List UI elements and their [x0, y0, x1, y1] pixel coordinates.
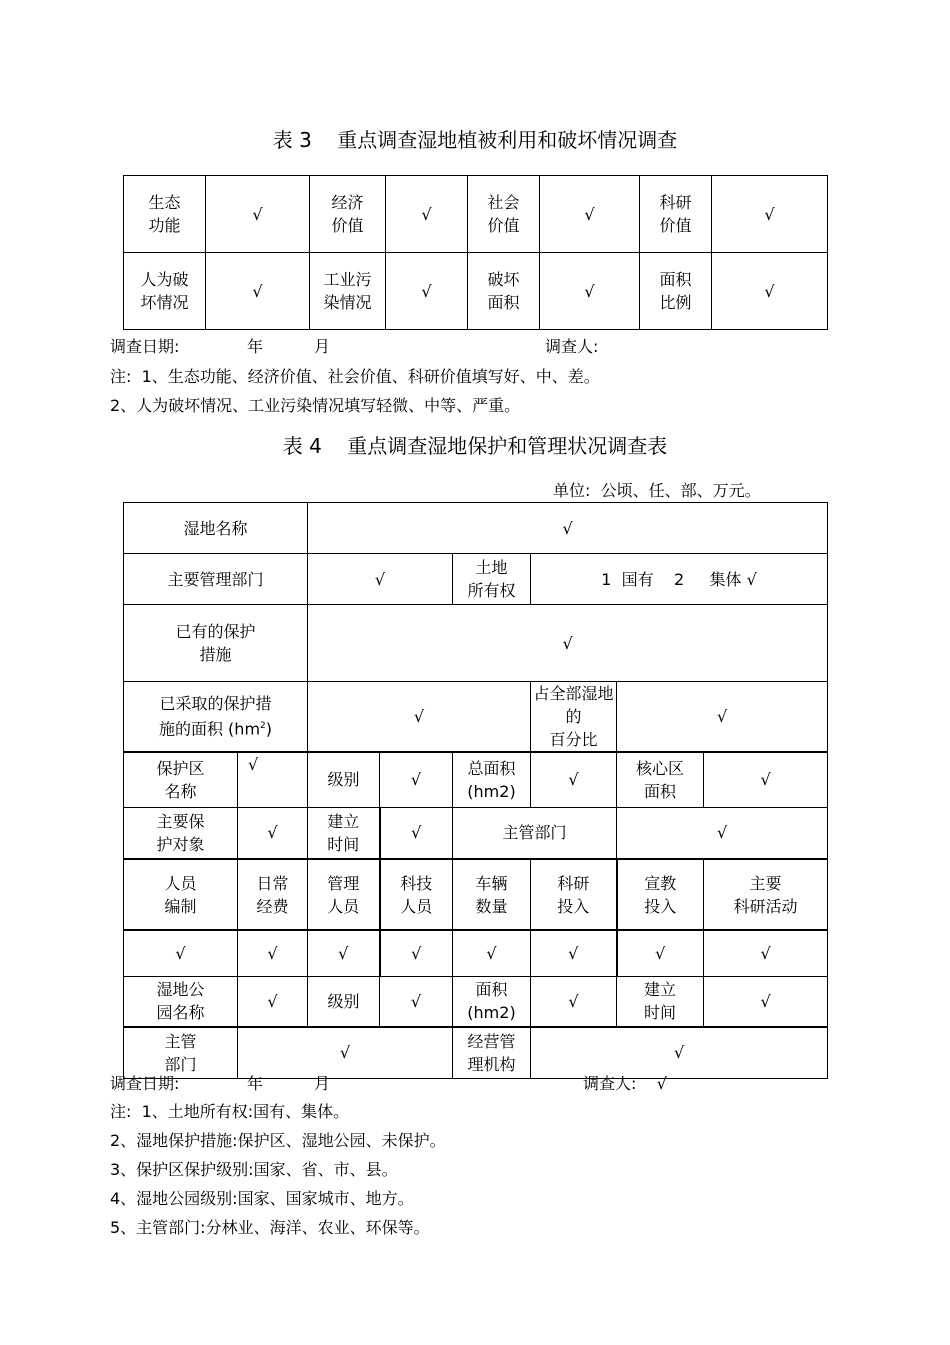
park-name-label: 湿地公 园名称 — [124, 976, 238, 1027]
main-dept-row — [124, 554, 828, 605]
staff-value-7: √ — [617, 930, 704, 976]
reserve-level-value: √ — [380, 752, 453, 807]
wetland-name-value: √ — [308, 503, 828, 554]
existing-measures-row — [124, 605, 828, 682]
protected-area-label-close: ) — [265, 719, 273, 739]
land-owner-value: 1 国有 2 集体 √ — [531, 554, 828, 605]
staff-value-4: √ — [380, 930, 453, 976]
park-level-label: 级别 — [308, 976, 380, 1027]
staff-header-2: 日常 经费 — [238, 859, 308, 930]
area-ratio-label: 面积 比例 — [640, 253, 712, 330]
percent-value: √ — [617, 682, 828, 753]
table4-unit: 单位: 公顷、任、部、万元。 — [553, 481, 761, 500]
industrial-pollution-value: √ — [386, 253, 468, 330]
competent-dept-label: 主管部门 — [453, 807, 617, 859]
table4-date-label: 调查日期: — [110, 1074, 180, 1093]
competent-dept-value: √ — [617, 807, 828, 859]
wetland-park-row — [124, 976, 828, 1027]
established-time-label: 建立 时间 — [308, 807, 380, 859]
protected-area-label-sup: 2 — [260, 721, 266, 732]
social-value-value: √ — [540, 176, 640, 253]
established-time-value: √ — [380, 807, 453, 859]
park-dept-row — [124, 1027, 828, 1078]
staff-value-row — [124, 930, 828, 976]
staff-header-8: 主要 科研活动 — [704, 859, 828, 930]
area-ratio-value: √ — [712, 253, 828, 330]
table4-note-2: 2、湿地保护措施:保护区、湿地公园、未保护。 — [110, 1131, 446, 1150]
staff-value-5: √ — [453, 930, 531, 976]
park-level-value: √ — [380, 976, 453, 1027]
staff-value-1: √ — [124, 930, 238, 976]
table3-title: 表 3 重点调查湿地植被利用和破坏情况调查 — [272, 128, 678, 152]
table3-row-2 — [124, 253, 828, 330]
staff-header-5: 车辆 数量 — [453, 859, 531, 930]
park-name-value: √ — [238, 976, 308, 1027]
reserve-level-label: 级别 — [308, 752, 380, 807]
management-org-label: 经营管 理机构 — [453, 1027, 531, 1078]
industrial-pollution-label: 工业污 染情况 — [310, 253, 386, 330]
park-time-value: √ — [704, 976, 828, 1027]
staff-value-3: √ — [308, 930, 380, 976]
staff-header-row — [124, 859, 828, 930]
staff-value-2: √ — [238, 930, 308, 976]
protected-area-label — [124, 682, 308, 753]
management-org-value: √ — [531, 1027, 828, 1078]
percent-label: 占全部湿地的 百分比 — [531, 682, 617, 753]
reserve-total-area-value: √ — [531, 752, 617, 807]
staff-value-6: √ — [531, 930, 617, 976]
table3 — [123, 175, 828, 330]
land-owner-label: 土地 所有权 — [453, 554, 531, 605]
main-dept-value: √ — [308, 554, 453, 605]
human-damage-value: √ — [206, 253, 310, 330]
existing-measures-label: 已有的保护 措施 — [124, 605, 308, 682]
table3-note-1: 注: 1、生态功能、经济价值、社会价值、科研价值填写好、中、差。 — [110, 367, 600, 386]
protection-object-value: √ — [238, 807, 308, 859]
research-value-value: √ — [712, 176, 828, 253]
damage-area-label: 破坏 面积 — [468, 253, 540, 330]
protection-object-row — [124, 807, 828, 859]
table3-year: 年 — [247, 337, 264, 356]
table3-date-label: 调查日期: — [110, 337, 180, 356]
table4-note-4: 4、湿地公园级别:国家、国家城市、地方。 — [110, 1189, 414, 1208]
social-value-label: 社会 价值 — [468, 176, 540, 253]
staff-header-6: 科研 投入 — [531, 859, 617, 930]
table3-note-2: 2、人为破坏情况、工业污染情况填写轻微、中等、严重。 — [110, 396, 521, 415]
staff-header-7: 宣教 投入 — [617, 859, 704, 930]
park-area-label: 面积 (hm2) — [453, 976, 531, 1027]
core-area-label: 核心区 面积 — [617, 752, 704, 807]
table4-year: 年 — [247, 1074, 264, 1093]
table4-investigator: 调查人: √ — [583, 1074, 667, 1093]
econ-value-value: √ — [386, 176, 468, 253]
table4 — [123, 502, 828, 1079]
main-dept-label: 主要管理部门 — [124, 554, 308, 605]
core-area-value: √ — [704, 752, 828, 807]
protected-area-label-text: 已采取的保护措 施的面积 (hm — [158, 694, 272, 739]
econ-value-label: 经济 价值 — [310, 176, 386, 253]
research-value-label: 科研 价值 — [640, 176, 712, 253]
park-area-value: √ — [531, 976, 617, 1027]
reserve-row — [124, 752, 828, 807]
wetland-name-row — [124, 503, 828, 554]
damage-area-value: √ — [540, 253, 640, 330]
table4-month: 月 — [314, 1074, 331, 1093]
table3-investigator: 调查人: — [545, 337, 599, 356]
table3-month: 月 — [314, 337, 331, 356]
eco-function-value: √ — [206, 176, 310, 253]
wetland-name-label: 湿地名称 — [124, 503, 308, 554]
human-damage-label: 人为破 坏情况 — [124, 253, 206, 330]
staff-value-8: √ — [704, 930, 828, 976]
table4-title: 表 4 重点调查湿地保护和管理状况调查表 — [282, 434, 668, 458]
existing-measures-value: √ — [308, 605, 828, 682]
table4-note-1: 注: 1、土地所有权:国有、集体。 — [110, 1102, 350, 1121]
eco-function-label: 生态 功能 — [124, 176, 206, 253]
reserve-name-value: √ — [238, 752, 308, 807]
staff-header-4: 科技 人员 — [380, 859, 453, 930]
park-dept-value: √ — [238, 1027, 453, 1078]
park-dept-label: 主管 部门 — [124, 1027, 238, 1078]
protection-object-label: 主要保 护对象 — [124, 807, 238, 859]
reserve-name-label: 保护区 名称 — [124, 752, 238, 807]
table3-row-1 — [124, 176, 828, 253]
reserve-total-area-label: 总面积 (hm2) — [453, 752, 531, 807]
protected-area-value: √ — [308, 682, 531, 753]
staff-header-1: 人员 编制 — [124, 859, 238, 930]
table4-note-5: 5、主管部门:分林业、海洋、农业、环保等。 — [110, 1218, 430, 1237]
park-time-label: 建立 时间 — [617, 976, 704, 1027]
protected-area-row — [124, 682, 828, 753]
staff-header-3: 管理 人员 — [308, 859, 380, 930]
table4-note-3: 3、保护区保护级别:国家、省、市、县。 — [110, 1160, 398, 1179]
